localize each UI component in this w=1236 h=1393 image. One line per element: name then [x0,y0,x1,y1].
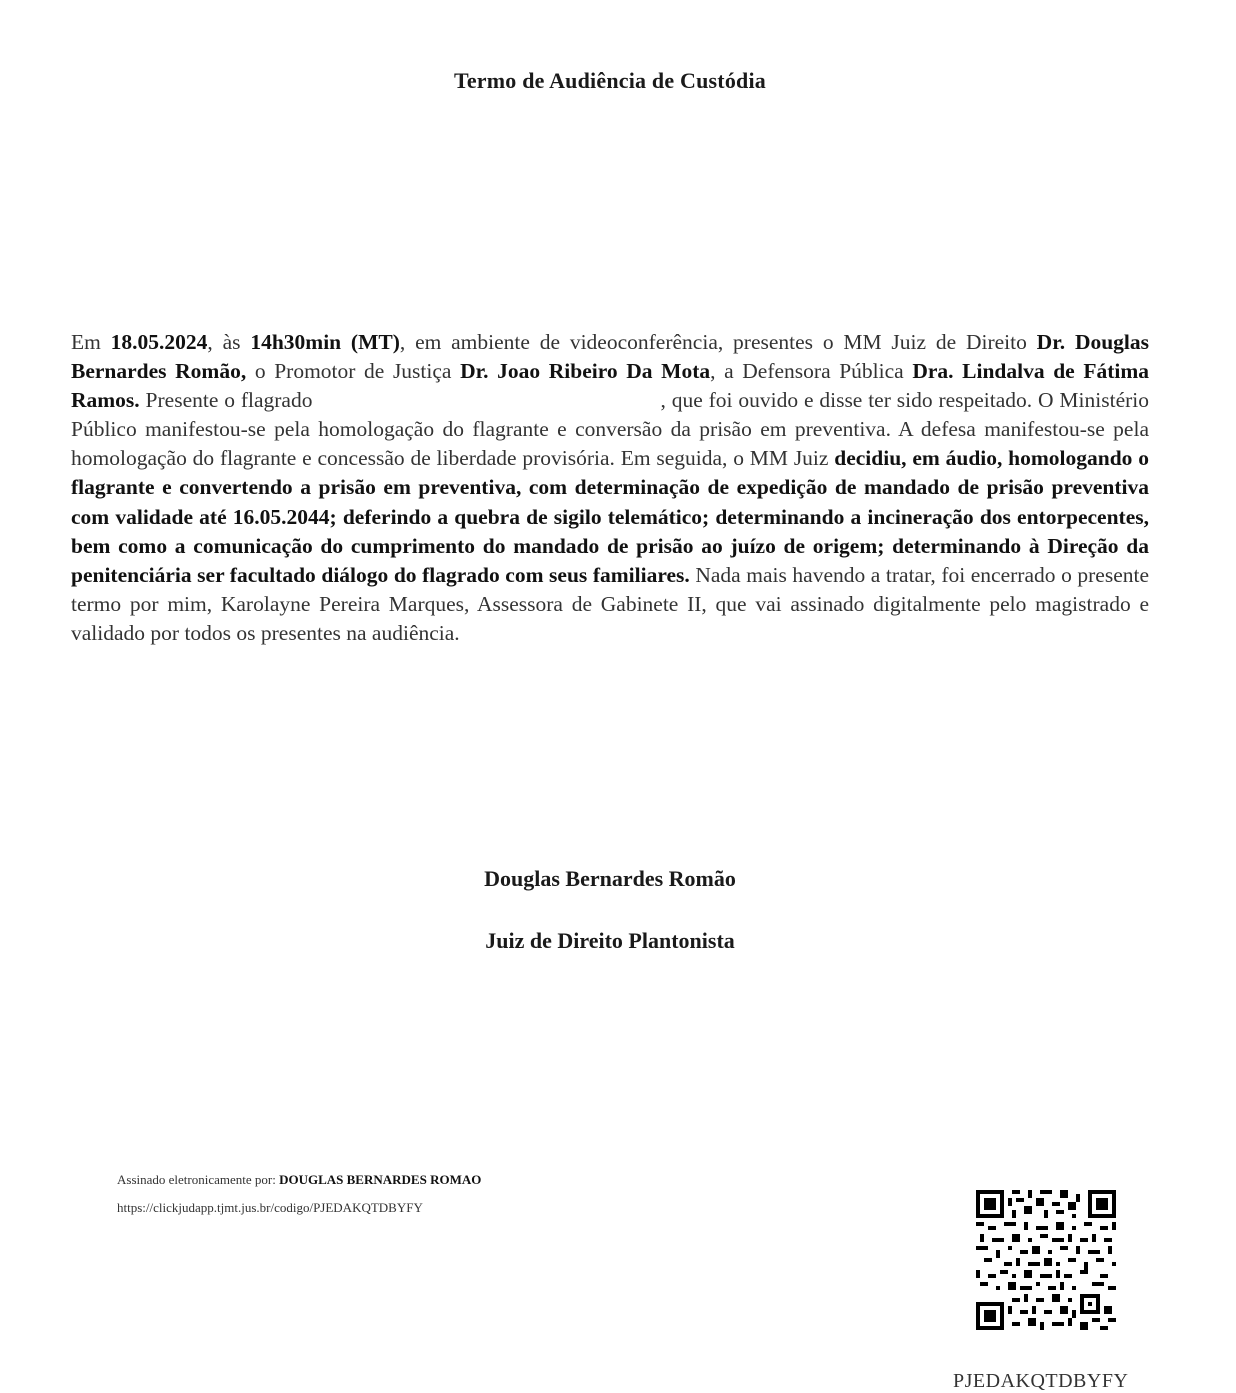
signature-name: Douglas Bernardes Romão [484,866,736,891]
hearing-record-paragraph: Em 18.05.2024, às 14h30min (MT), em ambiente de videoconferência, presentes o MM Juiz de Direito Dr. Douglas Bernardes Romão, o Promotor de Justiça Dr. Joao Ribeiro Da Mota, a Defensora Pública Dra. Lindalva de Fátima Ramos. Presente o flagrado , que foi ouvido e disse ter sido respeitado. O Ministério Público manifestou-se pela homologação do flagrante e conversão da prisão em preventiva. A defesa manifestou-se pela homologação do flagrante e concessão de liberdade provisória. Em seguida, o MM Juiz decidiu, em áudio, homologando o flagrante e convertendo a prisão em preventiva, com determinação de expedição de mandado de prisão preventiva com validade até 16.05.2044; deferindo a quebra de sigilo telemático; determinando a incineração dos entorpecentes, bem como a comunicação do cumprimento do mandado de prisão ao juízo de origem; determinando à Direção da penitenciária ser facultado diálogo do flagrado com seus familiares. Nada mais havendo a tratar, foi encerrado o presente termo por mim, Karolayne Pereira Marques, Assessora de Gabinete II, que vai assinado digitalmente pelo magistrado e validado por todos os presentes na audiência. [71,330,1150,645]
signer-name: DOUGLAS BERNARDES ROMAO [279,1172,482,1187]
verification-code: PJEDAKQTDBYFY [953,1370,1129,1392]
qr-code-icon [976,1190,1116,1330]
document-title: Termo de Audiência de Custódia [453,68,766,93]
judge-name: Dr. Douglas Bernardes Romão, [71,330,1150,384]
electronic-signature-line: Assinado eletronicamente por: DOUGLAS BERNARDES ROMAO [117,1172,482,1187]
verification-url[interactable]: https://clickjudapp.tjmt.jus.br/codigo/PJEDAKQTDBYFY [117,1200,423,1215]
prosecutor-name: Dr. Joao Ribeiro Da Mota [460,359,711,384]
defender-name: Dra. Lindalva de Fátima Ramos. [71,359,1150,413]
decision-text: decidiu, em áudio, homologando o flagrante e convertendo a prisão em preventiva, com determinação de expedição de mandado de prisão preventiva com validade até 16.05.2044; deferindo a quebra de sigilo telemático; determinando a incineração dos entorpecentes, bem como a comunicação do cumprimento do mandado de prisão ao juízo de origem; determinando à Direção da penitenciária ser facultado diálogo do flagrado com seus familiares. [71,446,1149,587]
signature-role: Juiz de Direito Plantonista [485,928,735,953]
